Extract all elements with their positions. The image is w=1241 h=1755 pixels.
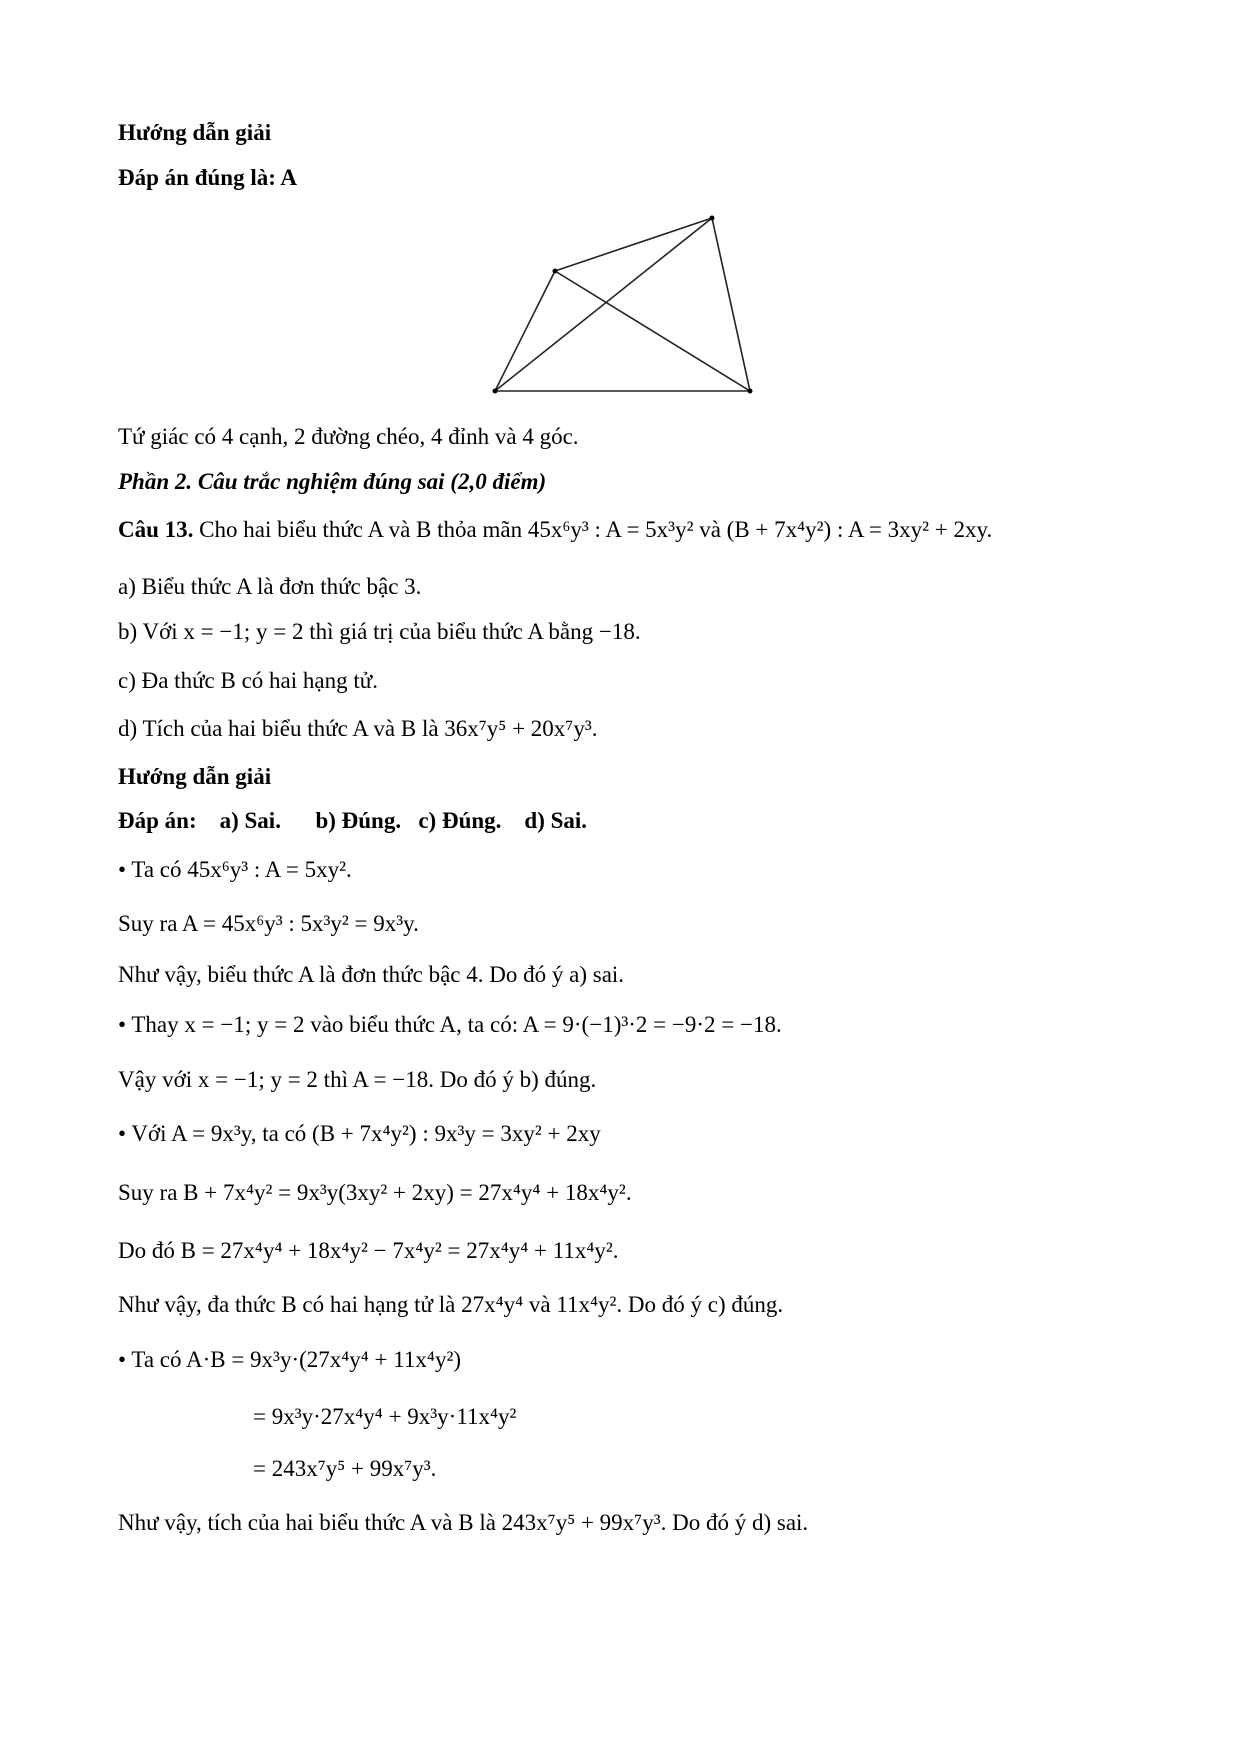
vertex bbox=[748, 389, 753, 394]
question-13 bbox=[118, 516, 992, 544]
side-right bbox=[712, 218, 750, 391]
correct-answer: Đáp án đúng là: A bbox=[118, 165, 297, 190]
question-text: Cho hai biểu thức A và B thỏa mãn 45x⁶y³ : A = 5x³y² và (B + 7x⁴y²) : A = 3xy² + 2xy. bbox=[193, 517, 993, 542]
question-label: Câu 13. bbox=[118, 517, 194, 542]
solution-line: • Thay x = −1; y = 2 vào biểu thức A, ta có: A = 9·(−1)³·2 = −9·2 = −18. bbox=[118, 1012, 782, 1037]
solution-line: • Ta có 45x⁶y³ : A = 5xy². bbox=[118, 857, 352, 882]
solution-line: Suy ra A = 45x⁶y³ : 5x³y² = 9x³y. bbox=[118, 911, 419, 936]
option-b: b) Với x = −1; y = 2 thì giá trị của biểu thức A bằng −18. bbox=[118, 619, 641, 644]
solution-line: Như vậy, tích của hai biểu thức A và B là 243x⁷y⁵ + 99x⁷y³. Do đó ý d) sai. bbox=[118, 1510, 809, 1535]
side-left bbox=[495, 271, 555, 391]
vertex bbox=[493, 389, 498, 394]
solution-line: = 243x⁷y⁵ + 99x⁷y³. bbox=[253, 1456, 437, 1481]
answer-summary: Đáp án: a) Sai. b) Đúng. c) Đúng. d) Sai. bbox=[118, 808, 588, 833]
diagonal-2 bbox=[495, 218, 712, 391]
option-c: c) Đa thức B có hai hạng tử. bbox=[118, 668, 378, 693]
solution-line: Như vậy, đa thức B có hai hạng tử là 27x⁴y⁴ và 11x⁴y². Do đó ý c) đúng. bbox=[118, 1292, 784, 1317]
solution-line: Như vậy, biểu thức A là đơn thức bậc 4. Do đó ý a) sai. bbox=[118, 962, 625, 987]
option-d: d) Tích của hai biểu thức A và B là 36x⁷y⁵ + 20x⁷y³. bbox=[118, 716, 598, 741]
vertex bbox=[553, 269, 558, 274]
figure-caption: Tứ giác có 4 cạnh, 2 đường chéo, 4 đỉnh và 4 góc. bbox=[118, 424, 579, 449]
solution-line: Suy ra B + 7x⁴y² = 9x³y(3xy² + 2xy) = 27x⁴y⁴ + 18x⁴y². bbox=[118, 1180, 632, 1205]
solution-line: Vậy với x = −1; y = 2 thì A = −18. Do đó ý b) đúng. bbox=[118, 1067, 597, 1092]
solution-heading-2: Hướng dẫn giải bbox=[118, 764, 272, 789]
side-top bbox=[555, 218, 712, 271]
diagonal-1 bbox=[555, 271, 750, 391]
solution-line: = 9x³y·27x⁴y⁴ + 9x³y·11x⁴y² bbox=[253, 1404, 517, 1429]
vertex bbox=[710, 216, 715, 221]
solution-line: • Với A = 9x³y, ta có (B + 7x⁴y²) : 9x³y = 3xy² + 2xy bbox=[118, 1121, 601, 1146]
solution-line: Do đó B = 27x⁴y⁴ + 18x⁴y² − 7x⁴y² = 27x⁴y⁴ + 11x⁴y². bbox=[118, 1238, 619, 1263]
solution-heading: Hướng dẫn giải bbox=[118, 120, 272, 145]
section-heading: Phần 2. Câu trắc nghiệm đúng sai (2,0 điểm) bbox=[118, 469, 547, 494]
solution-line: • Ta có A·B = 9x³y·(27x⁴y⁴ + 11x⁴y²) bbox=[118, 1347, 462, 1372]
option-a: a) Biểu thức A là đơn thức bậc 3. bbox=[118, 574, 422, 599]
